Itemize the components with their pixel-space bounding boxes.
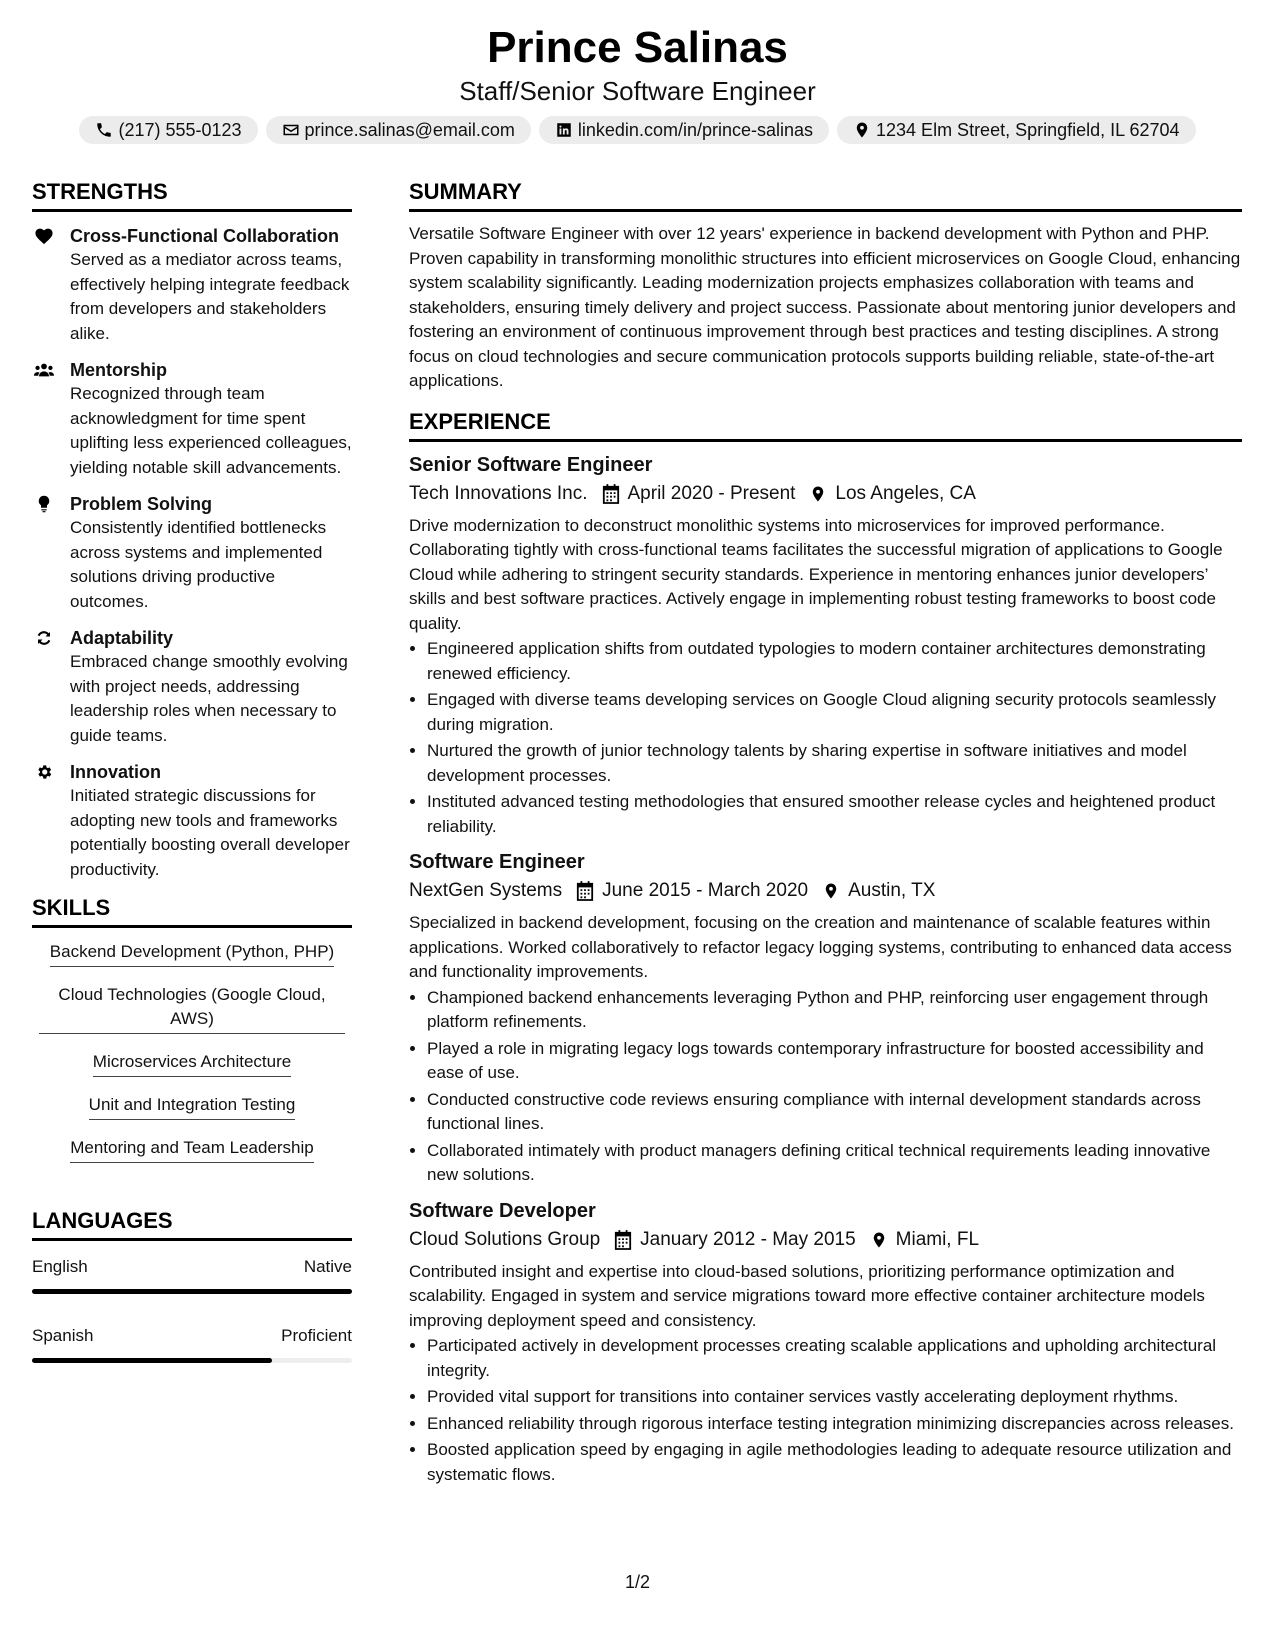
strength-desc: Embraced change smoothly evolving with project needs, addressing leadership roles when necessary to guide teams. [70,652,348,745]
job-bullet: • Engaged with diverse teams developing services on Google Cloud aligning security protocols seamlessly during migration. [427,688,1242,737]
job-bullet: • Enhanced reliability through rigorous interface testing integration minimizing discrepancies across releases. [427,1412,1242,1437]
candidate-title: Staff/Senior Software Engineer [459,76,816,106]
strength-item [32,760,352,882]
job-description: Contributed insight and expertise into cloud-based solutions, prioritizing performance optimization and scalability. Engaged in system and service migrations toward more effective container architecture models improving deployment speed and consistency. [409,1261,1205,1330]
job-meta [409,877,1242,905]
job-meta [409,1226,1242,1254]
job-entry [409,1198,1242,1488]
job-bullet: • Played a role in migrating legacy logs towards contemporary infrastructure for boosted accessibility and ease of use. [427,1037,1242,1086]
languages-heading: LANGUAGES [32,1207,352,1241]
map-pin-icon [853,121,871,139]
skills-heading: SKILLS [32,894,352,928]
summary-text: Versatile Software Engineer with over 12 years' experience in backend development with Python and PHP. Proven capability in transforming monolithic structures into efficient microservices on Google Cloud, enhancing system scalability significantly. Leading modernization projects emphasizes collaboration with teams and stakeholders, ensuring timely delivery and project success. Passionate about mentoring junior developers and fostering an environment of continuous improvement through best practices and testing disciplines. A strong focus on cloud technologies and secure communication protocols supports building reliable, state-of-the-art applications. [409,224,1241,390]
calendar-icon [614,1230,632,1250]
job-title: Software Engineer [409,851,585,873]
language-level: Native [303,1257,352,1276]
skills-list [32,940,352,1179]
job-meta [409,480,1242,508]
language-item [32,1255,352,1294]
experience-heading: EXPERIENCE [409,408,1242,442]
left-column [32,178,352,1393]
job-dates: June 2015 - March 2020 [602,880,809,901]
job-title: Senior Software Engineer [409,453,653,476]
job-company: Tech Innovations Inc. [409,482,588,504]
map-pin-icon [809,484,827,504]
strengths-heading: STRENGTHS [32,178,352,212]
strengths-list [32,224,352,882]
linkedin-icon [555,121,573,139]
address-text: 1234 Elm Street, Springfield, IL 62704 [876,120,1180,140]
job-location: Miami, FL [895,1228,980,1250]
job-bullets [409,637,1242,839]
skill-tag: Unit and Integration Testing [89,1093,296,1120]
job-title: Software Developer [409,1199,596,1222]
language-bar-fill [32,1289,352,1294]
strength-desc: Served as a mediator across teams, effectively helping integrate feedback from developers and stakeholders alike. [70,250,350,343]
calendar-icon [576,881,594,901]
language-level: Proficient [281,1326,352,1345]
strength-item [32,492,352,614]
right-column [409,178,1242,1487]
phone-text: (217) 555-0123 [118,120,242,140]
job-bullet: • Engineered application shifts from outdated typologies to modern container architectures demonstrating renewed efficiency. [427,637,1242,686]
strength-desc: Initiated strategic discussions for adopting new tools and frameworks potentially boosting overall developer productivity. [70,786,350,879]
job-bullet: • Participated actively in development processes creating scalable applications and upholding architectural integrity. [427,1334,1242,1383]
strength-title: Adaptability [70,628,174,648]
language-bar [32,1289,352,1294]
job-company: Cloud Solutions Group [409,1228,601,1250]
skill-tag: Mentoring and Team Leadership [70,1136,314,1163]
map-pin-icon [822,881,840,901]
language-bar-fill [32,1358,272,1363]
language-item [32,1324,352,1363]
strength-title: Innovation [70,762,161,782]
strength-title: Problem Solving [70,494,213,514]
email-link[interactable]: prince.salinas@email.com [304,120,515,140]
strength-item [32,358,352,480]
phone-icon [95,121,113,139]
skill-tag: Cloud Technologies (Google Cloud, AWS) [39,983,345,1034]
skill-tag: Microservices Architecture [93,1050,291,1077]
heart-icon [34,227,54,245]
phone-chip [79,116,257,144]
candidate-name: Prince Salinas [487,23,788,72]
job-description: Specialized in backend development, focusing on the creation and maintenance of scalable features within applications. Worked collaboratively to refactor legacy logging systems, contributing to enhanced data access and functionality improvements. [409,913,1232,981]
language-bar [32,1358,352,1363]
job-bullet: • Provided vital support for transitions into container services vastly accelerating deployment rhythms. [427,1385,1242,1410]
address-chip [837,116,1196,144]
contact-bar [0,116,1275,144]
linkedin-link[interactable]: linkedin.com/in/prince-salinas [577,120,814,140]
job-bullet: • Collaborated intimately with product managers defining critical technical requirements leading innovative new solutions. [427,1139,1242,1188]
calendar-icon [602,484,620,504]
summary-heading: SUMMARY [409,178,1242,212]
job-bullets [409,1334,1242,1487]
job-entry [409,452,1242,840]
lightbulb-icon [34,495,54,513]
job-dates: January 2012 - May 2015 [640,1228,856,1250]
strength-desc: Consistently identified bottlenecks across systems and implemented solutions driving productive outcomes. [70,518,327,611]
strength-desc: Recognized through team acknowledgment for time spent uplifting less experienced colleagues, yielding notable skill advancements. [70,384,352,477]
resume-header [0,22,1275,144]
job-company: NextGen Systems [409,880,563,901]
map-pin-icon [870,1230,888,1250]
job-description: Drive modernization to deconstruct monolithic systems into microservices for improved performance. Collaborating tightly with cross-functional teams facilitates the successful migration of applications to Google Cloud while adhering to stringent security standards. Experience in mentoring enhances junior developers’ skills and best software practices. Actively engage in implementing robust testing frameworks to boost code quality. [409,515,1223,633]
job-bullets [409,986,1242,1188]
strength-item [32,626,352,748]
gear-icon [34,763,54,781]
job-dates: April 2020 - Present [627,482,796,504]
strength-title: Mentorship [70,360,167,380]
job-location: Los Angeles, CA [835,482,976,504]
job-entry [409,849,1242,1188]
page-number: 1/2 [624,1572,651,1592]
job-bullet: • Nurtured the growth of junior technology talents by sharing expertise in software initiatives and model development processes. [427,739,1242,788]
linkedin-chip[interactable] [539,116,829,144]
users-icon [34,361,54,379]
skill-tag: Backend Development (Python, PHP) [50,940,334,967]
strength-item [32,224,352,346]
languages-list [32,1255,352,1363]
job-bullet: • Championed backend enhancements leveraging Python and PHP, reinforcing user engagement through platform refinements. [427,986,1242,1035]
envelope-icon [282,121,300,139]
language-name: Spanish [32,1326,94,1345]
email-chip[interactable] [266,116,531,144]
strength-title: Cross-Functional Collaboration [70,226,340,246]
job-bullet: • Conducted constructive code reviews ensuring compliance with internal development standards across functional lines. [427,1088,1242,1137]
language-name: English [32,1257,88,1276]
refresh-icon [34,629,54,647]
job-location: Austin, TX [848,880,936,901]
job-bullet: • Boosted application speed by engaging in agile methodologies leading to adequate resource utilization and systematic flows. [427,1438,1242,1487]
job-bullet: • Instituted advanced testing methodologies that ensured smoother release cycles and heightened product reliability. [427,790,1242,839]
